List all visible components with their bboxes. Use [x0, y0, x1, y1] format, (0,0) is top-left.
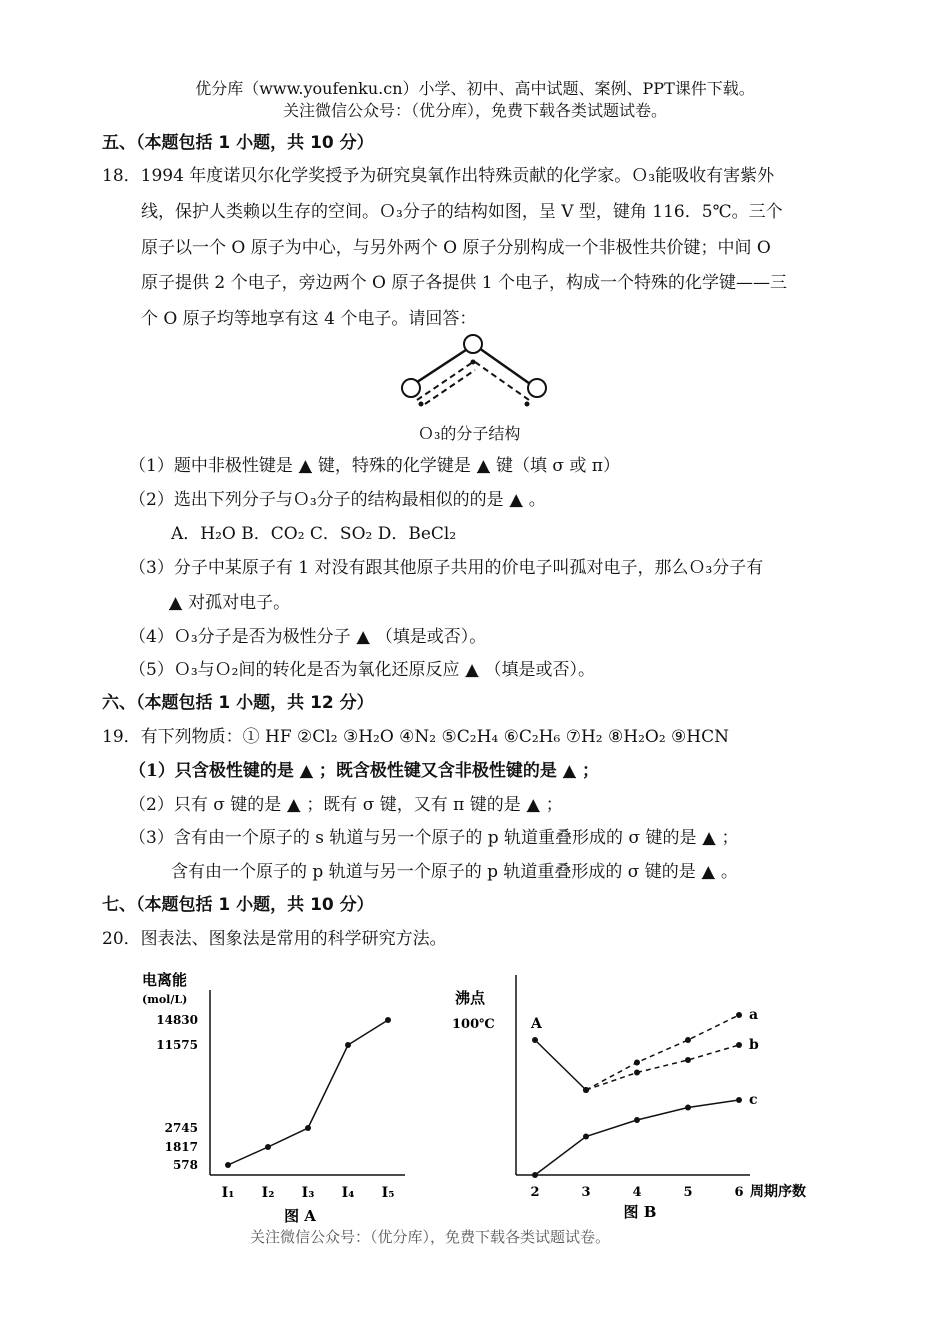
- section-6-title: 六、（本题包括 1 小题，共 12 分）: [102, 693, 374, 713]
- chart-b-series-c: [535, 1100, 739, 1175]
- chart-b-point: [532, 1172, 538, 1178]
- q19-part-3: （3）含有由一个原子的 s 轨道与另一个原子的 p 轨道重叠形成的 σ 键的是 ▲ ；: [129, 828, 739, 848]
- chart-a-xtick-label: I₂: [261, 1185, 275, 1201]
- chart-b-point: [583, 1087, 589, 1093]
- chart-a-ytick-label: 578: [172, 1158, 198, 1172]
- chart-b-ylabel: 沸点: [455, 989, 486, 1007]
- answer-blank[interactable]: ▲: [298, 456, 312, 476]
- chart-b-point: [736, 1042, 742, 1048]
- answer-blank[interactable]: ▲: [702, 828, 716, 848]
- chart-b-series-label: c: [749, 1092, 758, 1108]
- q18-line-1: 18．1994 年度诺贝尔化学奖授予为研究臭氧作出特殊贡献的化学家。Ｏ₃能吸收有害紫外: [102, 166, 775, 186]
- chart-a-title: 图 A: [284, 1207, 316, 1225]
- chart-b-xlabel: 周期序数: [750, 1184, 806, 1200]
- chart-b-point: [634, 1117, 640, 1123]
- q18-line-2: 线，保护人类赖以生存的空间。Ｏ₃分子的结构如图，呈 V 型，键角 116．5℃。三个: [141, 202, 783, 222]
- chart-b-point: [532, 1037, 538, 1043]
- q19-part-1: （1）只含极性键的是 ▲ ；既含极性键又含非极性键的是 ▲ ；: [129, 761, 599, 781]
- chart-b-xtick-label: 4: [632, 1185, 642, 1200]
- q18-part-3: （3）分子中某原子有 1 对没有跟其他原子共用的价电子叫孤对电子，那么Ｏ₃分子有: [129, 558, 764, 578]
- chart-a-point: [385, 1017, 391, 1023]
- chart-b-point: [634, 1060, 640, 1066]
- chart-a-point: [305, 1125, 311, 1131]
- chart-b-point: [736, 1012, 742, 1018]
- answer-blank[interactable]: ▲: [287, 795, 301, 815]
- q18-part-5: （5）Ｏ₃与Ｏ₂间的转化是否为氧化还原反应 ▲ （填是或否）。: [129, 660, 596, 680]
- answer-blank[interactable]: ▲: [509, 490, 523, 510]
- chart-a-xtick-label: I₃: [301, 1185, 315, 1201]
- chart-b-point: [736, 1097, 742, 1103]
- answer-blank[interactable]: ▲: [169, 593, 183, 613]
- chart-a-xtick-label: I₁: [221, 1185, 235, 1201]
- chart-a-point: [225, 1162, 231, 1168]
- answer-blank[interactable]: ▲: [476, 456, 490, 476]
- chart-b-point: [685, 1037, 691, 1043]
- chart-b-xtick-label: 5: [683, 1185, 693, 1200]
- chart-b-ytick-100: 100℃: [452, 1017, 495, 1032]
- answer-blank[interactable]: ▲: [465, 660, 479, 680]
- chart-a-ylabel: 电离能: [142, 971, 188, 989]
- chart-b-boiling-point: [440, 965, 830, 1230]
- chart-b-point: [583, 1134, 589, 1140]
- chart-b-xtick-label: 6: [734, 1185, 744, 1200]
- chart-a-point: [345, 1042, 351, 1048]
- oxygen-atom-right: [528, 379, 546, 397]
- chart-a-xtick-label: I₄: [341, 1185, 355, 1201]
- chart-b-point: [685, 1105, 691, 1111]
- q18-part-2: （2）选出下列分子与Ｏ₃分子的结构最相似的的是 ▲ 。: [129, 490, 546, 510]
- chart-b-point: [685, 1057, 691, 1063]
- q18-part-3-cont: ▲ 对孤对电子。: [163, 588, 290, 613]
- chart-a-xtick-label: I₅: [381, 1185, 395, 1201]
- ozone-structure-diagram: [395, 330, 555, 415]
- footer-text: 关注微信公众号：（优分库），免费下载各类试题试卷。: [250, 1228, 611, 1246]
- answer-blank[interactable]: ▲: [299, 761, 313, 781]
- header-line-1: 优分库（www.youfenku.cn）小学、初中、高中试题、案例、PPT课件下载。: [195, 79, 755, 98]
- q19-stem: 19．有下列物质：① HF ②Cl₂ ③H₂O ④N₂ ⑤C₂H₄ ⑥C₂H₆ ⑦H₂ ⑧H₂O₂ ⑨HCN: [102, 727, 729, 747]
- q19-part-2: （2）只有 σ 键的是 ▲ ；既有 σ 键，又有 π 键的是 ▲ ；: [129, 795, 563, 815]
- answer-blank[interactable]: ▲: [526, 795, 540, 815]
- chart-b-point-label-a: A: [531, 1016, 542, 1032]
- chart-b-title: 图 B: [623, 1203, 657, 1221]
- chart-a-ytick-label: 2745: [164, 1121, 198, 1135]
- chart-b-series-A: [535, 1040, 586, 1090]
- chart-a-ytick-label: 11575: [156, 1038, 198, 1052]
- chart-a-ytick-label: 14830: [156, 1013, 198, 1027]
- chart-a-series-line: [228, 1020, 388, 1165]
- answer-blank[interactable]: ▲: [356, 627, 370, 647]
- answer-blank[interactable]: ▲: [562, 761, 576, 781]
- q18-part-2-options: A．H₂O B．CO₂ C．SO₂ D．BeCl₂: [171, 524, 457, 544]
- chart-b-xtick-label: 3: [581, 1185, 591, 1200]
- oxygen-atom-center: [464, 335, 482, 353]
- chart-b-series-label: a: [749, 1007, 759, 1023]
- chart-a-ionization-energy: [120, 965, 420, 1230]
- chart-a-yunit: (mol/L): [142, 993, 188, 1006]
- q18-line-5: 个 O 原子均等地享有这 4 个电子。请回答：: [141, 309, 477, 329]
- q20-stem: 20．图表法、图象法是常用的科学研究方法。: [102, 929, 447, 949]
- ozone-figure-caption: Ｏ₃的分子结构: [418, 424, 521, 443]
- chart-b-xtick-label: 2: [530, 1185, 540, 1200]
- header-line-2: 关注微信公众号：（优分库），免费下载各类试题试卷。: [282, 101, 667, 120]
- section-5-title: 五、（本题包括 1 小题，共 10 分）: [102, 133, 374, 153]
- q18-line-4: 原子提供 2 个电子，旁边两个 O 原子各提供 1 个电子，构成一个特殊的化学键——三: [141, 273, 787, 293]
- answer-blank[interactable]: ▲: [701, 862, 715, 882]
- section-7-title: 七、（本题包括 1 小题，共 10 分）: [102, 895, 374, 915]
- chart-b-series-label: b: [749, 1037, 759, 1053]
- q19-part-3b: 含有由一个原子的 p 轨道与另一个原子的 p 轨道重叠形成的 σ 键的是 ▲ 。: [171, 862, 738, 882]
- oxygen-atom-left: [402, 379, 420, 397]
- chart-a-ytick-label: 1817: [164, 1140, 198, 1154]
- q18-part-4: （4）Ｏ₃分子是否为极性分子 ▲ （填是或否）。: [129, 627, 487, 647]
- q18-line-3: 原子以一个 O 原子为中心，与另外两个 O 原子分别构成一个非极性共价键；中间 O: [141, 238, 771, 258]
- chart-a-point: [265, 1144, 271, 1150]
- chart-b-point: [634, 1070, 640, 1076]
- q18-part-1: （1）题中非极性键是 ▲ 键，特殊的化学键是 ▲ 键（填 σ 或 π）: [129, 456, 620, 476]
